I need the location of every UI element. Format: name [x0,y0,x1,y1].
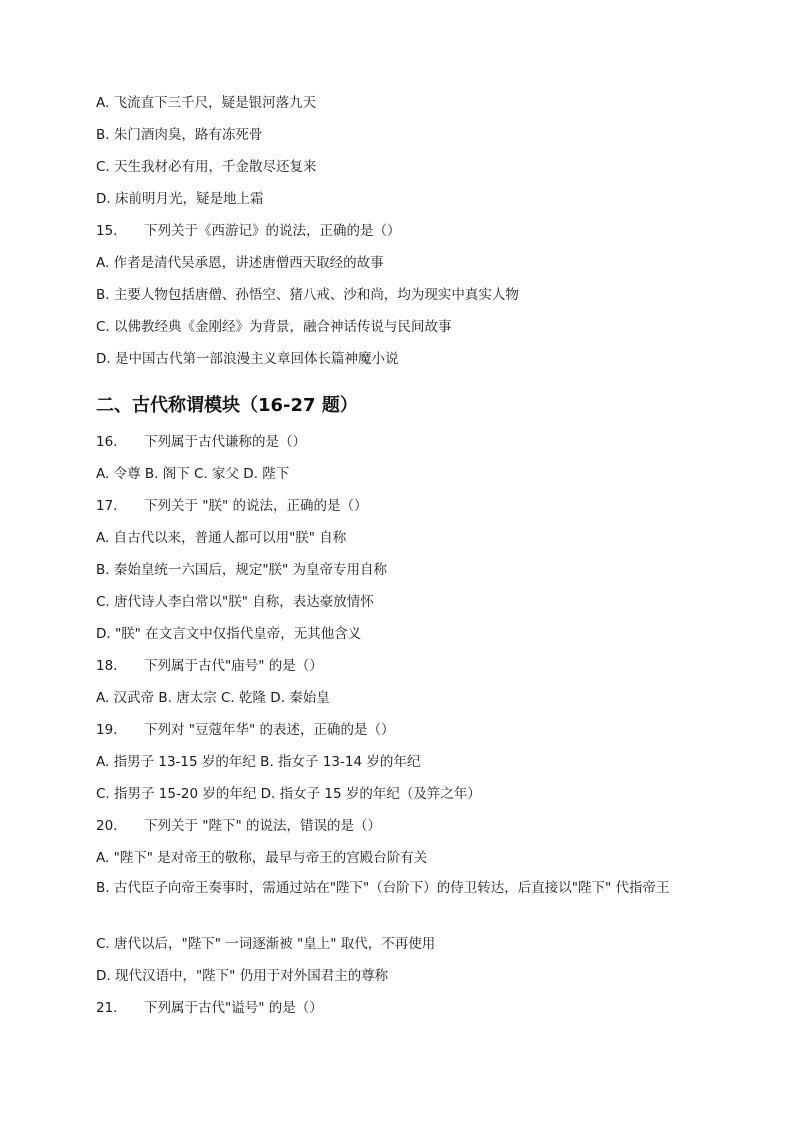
q14-option-d: D. 床前明月光，疑是地上霜 [96,191,264,207]
q17-number: 17. [96,498,118,514]
q20-number: 20. [96,818,118,834]
q20-stem [96,815,706,837]
q18-options: A. 汉武帝 B. 唐太宗 C. 乾隆 D. 秦始皇 [96,690,330,706]
q14-option-c: C. 天生我材必有用，千金散尽还复来 [96,159,317,175]
q15-option-d: D. 是中国古代第一部浪漫主义章回体长篇神魔小说 [96,351,399,367]
q18-text: 下列属于古代"庙号" 的是（） [144,658,323,674]
q14-option-a: A. 飞流直下三千尺，疑是银河落九天 [96,95,317,111]
q17-option-b: B. 秦始皇统一六国后，规定"朕" 为皇帝专用自称 [96,562,388,578]
q20-option-b: B. 古代臣子向帝王奏事时，需通过站在"陛下"（台阶下）的侍卫转达，后直接以"陛下" 代指帝王 [96,880,670,896]
q17-stem [96,495,706,517]
q15-number: 15. [96,223,118,239]
q16-options: A. 令尊 B. 阁下 C. 家父 D. 陛下 [96,466,290,482]
q21-number: 21. [96,1000,118,1016]
q19-stem [96,719,706,741]
q15-stem [96,220,706,242]
q19-text: 下列对 "豆蔻年华" 的表述，正确的是（） [144,722,395,738]
q15-option-c: C. 以佛教经典《金刚经》为背景，融合神话传说与民间故事 [96,319,452,335]
q21-stem [96,997,706,1019]
q15-text: 下列关于《西游记》的说法，正确的是（） [144,223,401,239]
q15-option-b: B. 主要人物包括唐僧、孙悟空、猪八戒、沙和尚，均为现实中真实人物 [96,287,519,303]
q16-number: 16. [96,434,118,450]
q20-text: 下列关于 "陛下" 的说法，错误的是（） [144,818,382,834]
q16-text: 下列属于古代谦称的是（） [144,434,306,450]
q17-option-a: A. 自古代以来，普通人都可以用"朕" 自称 [96,530,347,546]
q15-option-a: A. 作者是清代吴承恩，讲述唐僧西天取经的故事 [96,255,384,271]
q17-option-c: C. 唐代诗人李白常以"朕" 自称，表达豪放情怀 [96,594,374,610]
q18-stem [96,655,706,677]
q19-number: 19. [96,722,118,738]
q16-stem [96,431,706,453]
section-title: 二、古代称谓模块（16-27 题） [96,395,358,416]
q20-option-d: D. 现代汉语中，"陛下" 仍用于对外国君主的尊称 [96,968,389,984]
q19-options-ab: A. 指男子 13-15 岁的年纪 B. 指女子 13-14 岁的年纪 [96,754,421,770]
q17-text: 下列关于 "朕" 的说法，正确的是（） [144,498,368,514]
q19-options-cd: C. 指男子 15-20 岁的年纪 D. 指女子 15 岁的年纪（及笄之年） [96,786,481,802]
q14-option-b: B. 朱门酒肉臭，路有冻死骨 [96,127,263,143]
q20-option-c: C. 唐代以后，"陛下" 一词逐渐被 "皇上" 取代，不再使用 [96,936,436,952]
q21-text: 下列属于古代"谥号" 的是（） [144,1000,323,1016]
q18-number: 18. [96,658,118,674]
q17-option-d: D. "朕" 在文言文中仅指代皇帝，无其他含义 [96,626,362,642]
q20-option-a: A. "陛下" 是对帝王的敬称，最早与帝王的宫殿台阶有关 [96,850,428,866]
